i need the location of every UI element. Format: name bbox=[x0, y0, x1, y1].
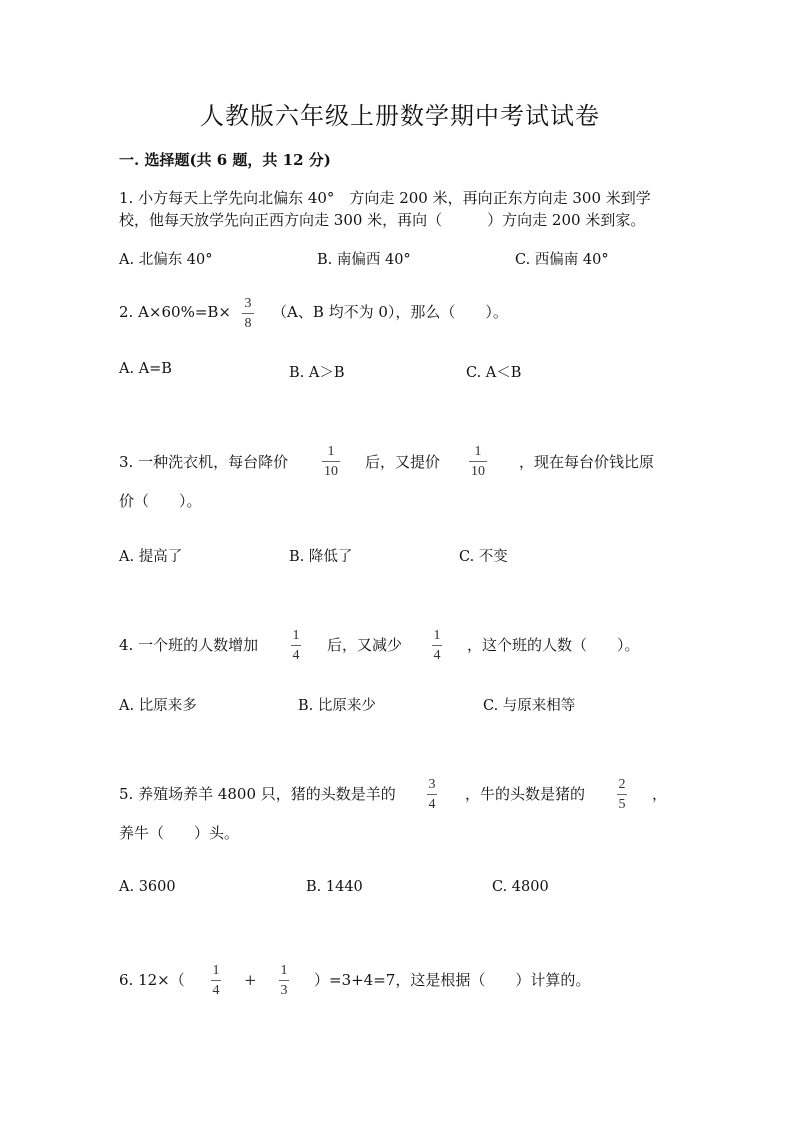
question-1-option-a: A. 北偏东 40° bbox=[119, 252, 213, 268]
question-5-text-end: ， bbox=[652, 785, 668, 803]
fraction-numerator: 1 bbox=[280, 963, 288, 978]
fraction-denominator: 10 bbox=[471, 464, 485, 479]
question-6-text-start: 6. 12×（ bbox=[119, 971, 185, 989]
fraction-bar bbox=[617, 794, 627, 795]
question-3-fraction-2 bbox=[467, 444, 489, 479]
question-5-line-2: 养牛（ ）头。 bbox=[119, 824, 240, 842]
question-4-option-a: A. 比原来多 bbox=[119, 698, 197, 714]
fraction-denominator: 8 bbox=[244, 316, 252, 331]
fraction-bar bbox=[469, 461, 487, 462]
question-1-line-2: 校，他每天放学先向正西方向走 300 米，再向（ ）方向走 200 米到家。 bbox=[119, 211, 646, 229]
question-4-fraction-2 bbox=[429, 628, 445, 663]
question-5-text-start: 5. 养殖场养羊 4800 只，猪的头数是羊的 bbox=[119, 785, 396, 803]
question-3-line-2: 价（ ）。 bbox=[119, 492, 202, 510]
question-3-text-middle: 后，又提价 bbox=[365, 453, 441, 471]
question-2-fraction bbox=[239, 296, 257, 331]
question-3-text-end: ，现在每台价钱比原 bbox=[519, 453, 655, 471]
question-4-option-c: C. 与原来相等 bbox=[483, 698, 576, 714]
question-1-option-b: B. 南偏西 40° bbox=[317, 252, 411, 268]
question-2-option-a: A. A=B bbox=[119, 361, 172, 377]
fraction-denominator: 4 bbox=[433, 648, 441, 663]
fraction-denominator: 4 bbox=[428, 797, 436, 812]
fraction-numerator: 1 bbox=[433, 628, 441, 643]
fraction-bar bbox=[279, 980, 289, 981]
fraction-bar bbox=[427, 794, 437, 795]
question-5-fraction-1 bbox=[424, 777, 440, 812]
fraction-denominator: 10 bbox=[324, 464, 338, 479]
fraction-numerator: 1 bbox=[327, 444, 335, 459]
question-1-line-1: 1. 小方每天上学先向北偏东 40° 方向走 200 米，再向正东方向走 300 米到学 bbox=[119, 189, 651, 207]
fraction-numerator: 3 bbox=[428, 777, 436, 792]
page-title: 人教版六年级上册数学期中考试试卷 bbox=[200, 102, 600, 130]
question-4-text-start: 4. 一个班的人数增加 bbox=[119, 636, 259, 654]
question-6-text-end: ）=3+4=7，这是根据（ ）计算的。 bbox=[314, 971, 591, 989]
fraction-bar bbox=[432, 645, 442, 646]
fraction-numerator: 2 bbox=[618, 777, 626, 792]
fraction-numerator: 1 bbox=[474, 444, 482, 459]
question-3-option-b: B. 降低了 bbox=[289, 549, 353, 565]
question-4-option-b: B. 比原来少 bbox=[298, 698, 376, 714]
question-3-option-a: A. 提高了 bbox=[119, 549, 183, 565]
question-5-option-b: B. 1440 bbox=[306, 879, 363, 895]
question-1-option-c: C. 西偏南 40° bbox=[515, 252, 609, 268]
fraction-bar bbox=[211, 980, 221, 981]
fraction-numerator: 1 bbox=[292, 628, 300, 643]
fraction-denominator: 4 bbox=[292, 648, 300, 663]
question-5-text-middle: ，牛的头数是猪的 bbox=[465, 785, 586, 803]
fraction-denominator: 4 bbox=[212, 983, 220, 998]
question-4-text-middle: 后，又减少 bbox=[327, 636, 403, 654]
question-2-option-c: C. A＜B bbox=[466, 365, 522, 381]
question-4-text-end: ，这个班的人数（ ）。 bbox=[467, 636, 640, 654]
question-6-fraction-2 bbox=[276, 963, 292, 998]
fraction-numerator: 1 bbox=[212, 963, 220, 978]
question-3-fraction-1 bbox=[320, 444, 342, 479]
question-3-option-c: C. 不变 bbox=[459, 549, 508, 565]
question-5-option-c: C. 4800 bbox=[492, 879, 549, 895]
fraction-numerator: 3 bbox=[244, 296, 252, 311]
question-2-text-end: （A、B 均不为 0），那么（ ）。 bbox=[272, 303, 508, 321]
fraction-denominator: 5 bbox=[618, 797, 626, 812]
fraction-bar bbox=[322, 461, 340, 462]
fraction-bar bbox=[242, 313, 254, 314]
question-2-option-b: B. A＞B bbox=[289, 365, 345, 381]
question-2-text-start: 2. A×60%=B× bbox=[119, 303, 231, 321]
section-heading: 一. 选择题(共 6 题，共 12 分) bbox=[119, 151, 331, 169]
question-3-text-start: 3. 一种洗衣机，每台降价 bbox=[119, 453, 289, 471]
plus-sign: + bbox=[244, 971, 257, 989]
question-6-fraction-1 bbox=[208, 963, 224, 998]
question-5-fraction-2 bbox=[614, 777, 630, 812]
question-4-fraction-1 bbox=[288, 628, 304, 663]
question-5-option-a: A. 3600 bbox=[119, 879, 176, 895]
fraction-denominator: 3 bbox=[280, 983, 288, 998]
fraction-bar bbox=[291, 645, 301, 646]
